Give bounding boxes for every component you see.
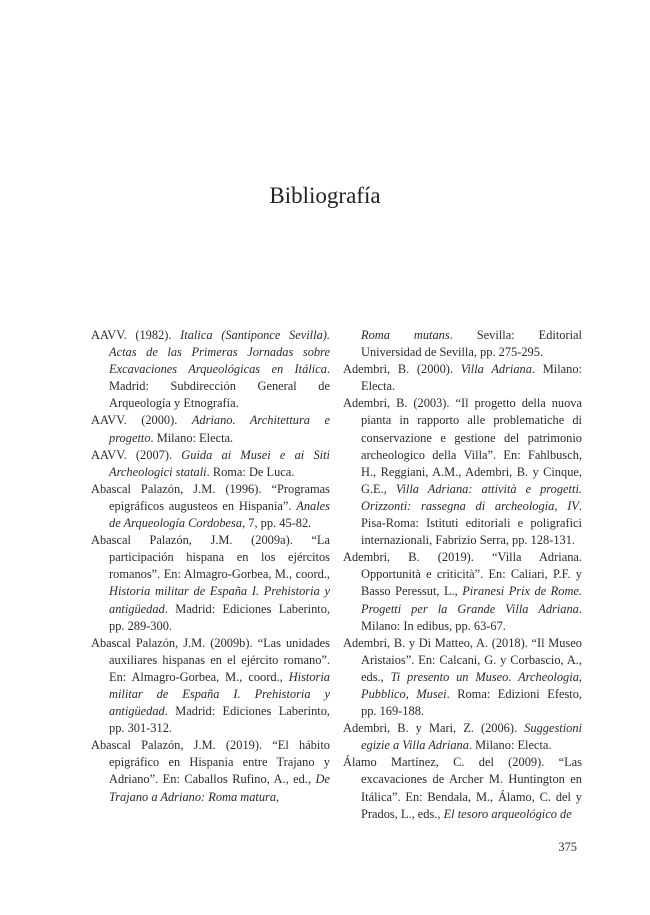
- entry-title-italic: El tesoro arqueológico de: [443, 806, 572, 821]
- entry-text: Abascal Palazón, J.M. (1996). “Programas epigráficos augusteos en Hispania”.: [91, 481, 330, 513]
- entry-title-italic: Italica (Santiponce Sevilla). Actas de las Primeras Jornadas sobre Excavaciones Arqueológicas en Itálica: [109, 328, 330, 377]
- entry-title-italic: De Trajano a Adriano: Roma matura,: [109, 772, 330, 804]
- entry-title-italic: Adriano. Architettura e progetto: [109, 413, 330, 445]
- entry-text: AAVV. (2007).: [91, 447, 182, 462]
- page-title: Bibliografía: [269, 183, 381, 208]
- bibliography-entry: [91, 532, 330, 635]
- entry-text: . Sevilla: Editorial Universidad de Sevilla, pp. 275-295.: [361, 328, 582, 360]
- entry-title-italic: Piranesi Prix de Rome. Progetti per la Grande Villa Adriana: [361, 584, 582, 616]
- entry-text: . Milano: Electa.: [150, 430, 234, 445]
- bibliography-column-right: [343, 327, 582, 823]
- entry-text: . Roma: De Luca.: [206, 464, 295, 479]
- bibliography-entry: [91, 447, 330, 481]
- entry-title-italic: Roma mutans: [361, 328, 450, 342]
- entry-text: Abascal Palazón, J.M. (2009a). “La participación hispana en los ejércitos romanos”. En: Almagro-Gorbea, M., coord.,: [91, 533, 330, 582]
- entry-text: . Milano: In edibus, pp. 63-67.: [361, 601, 582, 633]
- bibliography-entry: [343, 549, 582, 634]
- bibliography-entry: [343, 754, 582, 822]
- entry-text: . Roma: Edizioni Efesto, pp. 169-188.: [361, 686, 582, 719]
- bibliography-entry: [91, 327, 330, 412]
- bibliography-entry: [91, 635, 330, 738]
- entry-title-italic: Villa Adriana: attività e progetti. Orizzonti: rassegna di archeologia, IV: [361, 481, 582, 513]
- bibliography-entry: [343, 395, 582, 549]
- entry-title-italic: Anales de Arqueología Cordobesa: [109, 498, 330, 531]
- bibliography-entry: [343, 720, 582, 754]
- entry-text: . Milano: Electa.: [468, 738, 552, 753]
- entry-text: Adembri, B. y Mari, Z. (2006).: [343, 721, 525, 736]
- entry-text: Adembri, B. (2000).: [343, 362, 461, 377]
- entry-title-italic: Guida ai Musei e ai Siti Archeologici statali: [109, 447, 330, 479]
- entry-text: . Madrid: Subdirección General de Arqueología y Etnografía.: [109, 362, 330, 411]
- bibliography-entry: [91, 481, 330, 532]
- entry-text: AAVV. (2000).: [91, 413, 192, 428]
- bibliography-entry: [343, 327, 582, 361]
- entry-title-italic: Suggestioni egizie a Villa Adriana: [361, 721, 582, 753]
- entry-text: Adembri, B. y Di Matteo, A. (2018). “Il Museo Aristaios”. En: Calcani, G. y Corbascio, A., eds.,: [343, 635, 582, 684]
- bibliography-entry: [343, 361, 582, 395]
- bibliography-column-left: [91, 327, 330, 806]
- entry-text: Adembri, B. (2003). “Il progetto della nuova pianta in rapporto alle problematiche di conservazione e gestione del patrimonio archeologico della Villa”. En: Fahlbusch, H., Reggiani, A.M., Adembri, B. y Cinque, G.E.,: [343, 396, 582, 496]
- entry-title-italic: Ti presento un Museo. Archeologia, Pubblico, Musei: [361, 669, 582, 701]
- bibliography-entry: [91, 412, 330, 446]
- entry-text: Abascal Palazón, J.M. (2009b). “Las unidades auxiliares hispanas en el ejército romano”. En: Almagro-Gorbea, M., coord.,: [91, 635, 330, 684]
- entry-text: . Milano: Electa.: [361, 362, 582, 394]
- bibliography-entry: [91, 737, 330, 805]
- page-number: 375: [558, 840, 577, 854]
- entry-text: . Madrid: Ediciones Laberinto, pp. 301-312.: [109, 704, 330, 736]
- entry-text: Adembri, B. (2019). “Villa Adriana. Opportunità e criticità”. En: Caliari, P.F. y Basso Peressut, L.,: [343, 550, 582, 599]
- entry-text: . Pisa-Roma: Istituti editoriali e poligrafici internazionali, Fabrizio Serra, pp. 128-131.: [361, 498, 582, 548]
- entry-text: , 7, pp. 45-82.: [242, 516, 312, 531]
- entry-text: Álamo Martínez, C. del (2009). “Las excavaciones de Archer M. Huntington en Itálica”. En: Bendala, M., Álamo, C. del y Prados, L., eds.,: [343, 755, 582, 821]
- entry-text: AAVV. (1982).: [91, 328, 181, 342]
- entry-text: . Madrid: Ediciones Laberinto, pp. 289-300.: [109, 601, 330, 633]
- entry-title-italic: Historia militar de España I. Prehistoria y antigüedad: [109, 584, 330, 616]
- entry-text: Abascal Palazón, J.M. (2019). “El hábito epigráfico en Hispania entre Trajano y Adriano”. En: Caballos Rufino, A., ed.,: [91, 738, 330, 787]
- entry-title-italic: Villa Adriana: [460, 362, 532, 377]
- bibliography-entry: [343, 635, 582, 720]
- entry-title-italic: Historia militar de España I. Prehistoria y antigüedad: [109, 669, 330, 719]
